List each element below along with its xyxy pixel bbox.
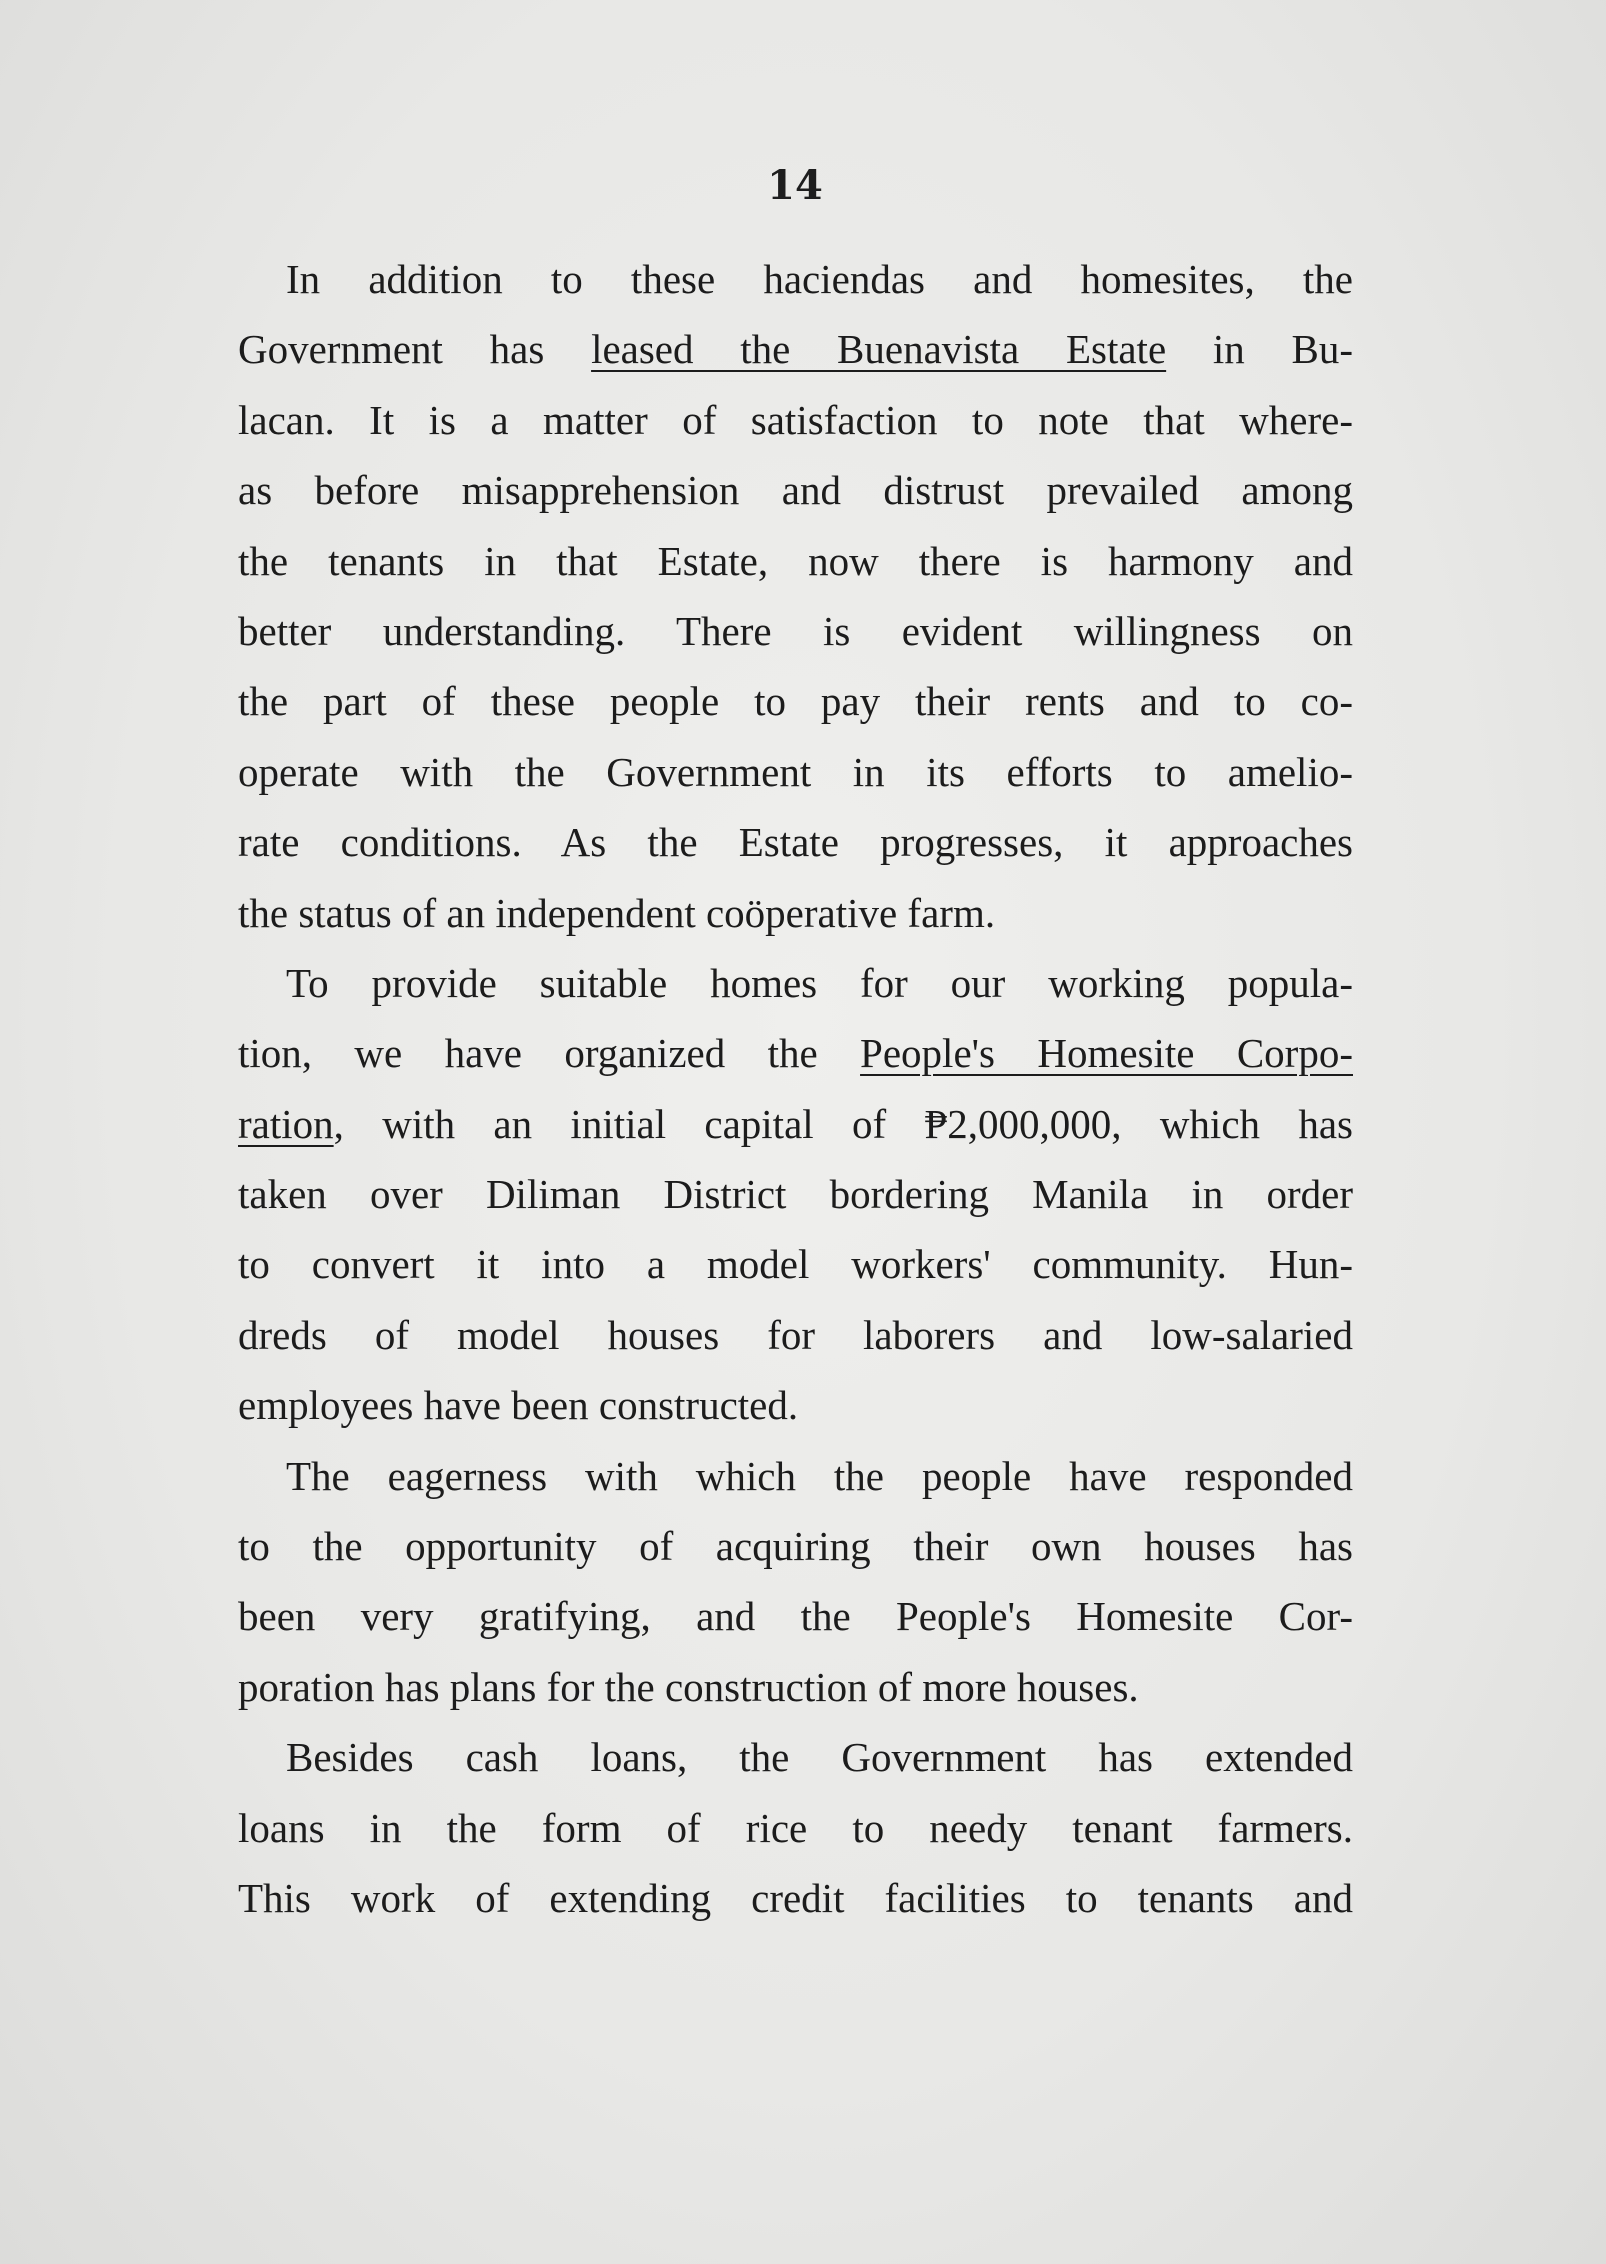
text-segment: as before misapprehension and distrust prevailed among	[238, 467, 1353, 514]
text-segment: , with an initial capital of ₱2,000,000, which has	[333, 1100, 1353, 1147]
text-segment: dreds of model houses for laborers and low-salaried	[238, 1311, 1353, 1358]
paragraph	[238, 244, 1353, 948]
text-segment: the part of these people to pay their rents and to co-	[238, 678, 1353, 725]
paragraph	[238, 1722, 1353, 1933]
text-line	[238, 948, 1353, 1018]
underlined-phrase: ration	[238, 1100, 334, 1147]
text-line	[238, 878, 1353, 948]
text-line	[238, 1441, 1353, 1511]
text-segment: loans in the form of rice to needy tenant farmers.	[238, 1804, 1353, 1851]
text-line	[238, 1159, 1353, 1229]
text-segment: Government has	[238, 326, 592, 373]
text-line	[238, 526, 1353, 596]
text-segment: to convert it into a model workers' community. Hun-	[238, 1241, 1353, 1288]
text-line	[238, 455, 1353, 525]
paragraph	[238, 1441, 1353, 1723]
text-segment: In addition to these haciendas and homesites, the	[286, 256, 1353, 302]
text-line	[238, 314, 1353, 384]
body-text	[238, 244, 1353, 1933]
text-line	[238, 1229, 1353, 1299]
underlined-phrase: leased the Buenavista Estate	[591, 326, 1167, 373]
text-segment: This work of extending credit facilities to tenants and	[238, 1874, 1353, 1921]
text-line	[238, 1793, 1353, 1863]
text-segment: The eagerness with which the people have responded	[286, 1452, 1353, 1499]
text-line	[238, 1722, 1353, 1792]
text-segment: employees have been constructed.	[238, 1382, 799, 1429]
text-line	[238, 1018, 1353, 1088]
text-segment: poration has plans for the construction of more houses.	[238, 1663, 1139, 1710]
text-segment: Besides cash loans, the Government has extended	[286, 1734, 1353, 1781]
page-number: 14	[767, 162, 823, 209]
text-line	[238, 1652, 1353, 1722]
text-line	[238, 385, 1353, 455]
text-segment: To provide suitable homes for our working popula-	[286, 959, 1353, 1006]
text-segment: the tenants in that Estate, now there is harmony and	[238, 537, 1353, 584]
text-line	[238, 244, 1353, 314]
text-segment: rate conditions. As the Estate progresses, it approaches	[238, 819, 1353, 866]
text-line	[238, 1511, 1353, 1581]
text-segment: to the opportunity of acquiring their own houses has	[238, 1523, 1353, 1570]
paragraph	[238, 948, 1353, 1441]
text-segment: tion, we have organized the	[238, 1030, 861, 1077]
text-segment: the status of an independent coöperative farm.	[238, 889, 996, 936]
underlined-phrase: People's Homesite Corpo-	[860, 1030, 1353, 1077]
text-line	[238, 1089, 1353, 1159]
text-segment: taken over Diliman District bordering Manila in order	[238, 1171, 1353, 1218]
text-segment: in Bu-	[1166, 326, 1353, 373]
text-line	[238, 1863, 1353, 1933]
text-segment: lacan. It is a matter of satisfaction to note that where-	[238, 396, 1353, 443]
text-line	[238, 807, 1353, 877]
text-segment: operate with the Government in its efforts to amelio-	[238, 748, 1353, 795]
text-segment: better understanding. There is evident willingness on	[238, 607, 1353, 654]
text-line	[238, 1300, 1353, 1370]
text-line	[238, 737, 1353, 807]
text-line	[238, 596, 1353, 666]
text-segment: been very gratifying, and the People's Homesite Cor-	[238, 1593, 1353, 1640]
text-line	[238, 666, 1353, 736]
text-line	[238, 1370, 1353, 1440]
text-line	[238, 1581, 1353, 1651]
